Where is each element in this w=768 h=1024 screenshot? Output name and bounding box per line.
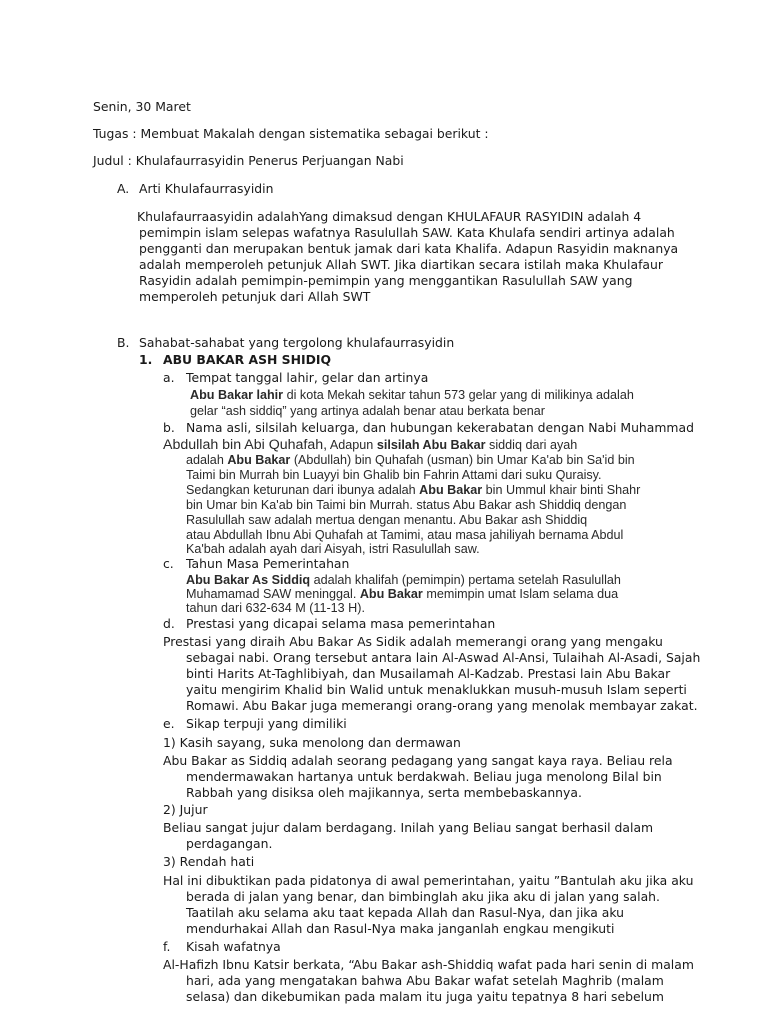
- subitem-d-line: Prestasi yang diraih Abu Bakar As Sidik adalah memerangi orang yang mengaku: [163, 634, 663, 649]
- trait-3-line: mendurhakai Allah dan Rasul-Nya maka janganlah engkau mengikuti: [186, 921, 615, 936]
- subitem-f-heading: Kisah wafatnya: [186, 939, 281, 954]
- subitem-b-line: bin Umar bin Ka'ab bin Taimi bin Murrah. status Abu Bakar ash Shiddiq dengan: [186, 498, 627, 512]
- body-text: adalah: [186, 453, 228, 467]
- subitem-f-line: hari, ada yang mengatakan bahwa Abu Bakar wafat setelah Maghrib (malam: [186, 973, 664, 988]
- subitem-e-heading: Sikap terpuji yang dimiliki: [186, 716, 347, 731]
- trait-3-line: Taatilah aku selama aku taat kepada Allah dan Rasul-Nya, dan jika aku: [186, 905, 625, 920]
- body-text: Sedangkan keturunan dari ibunya adalah: [186, 483, 420, 497]
- subitem-b-line: Rasulullah saw adalah mertua dengan menantu. Abu Bakar ash Shiddiq: [186, 513, 588, 527]
- trait-1-line: mendermawakan hartanya untuk berdakwah. Beliau juga menolong Bilal bin: [186, 769, 662, 784]
- subitem-c-line: tahun dari 632-634 M (11-13 H).: [186, 601, 365, 615]
- body-text: bin Ummul khair binti Shahr: [482, 483, 641, 497]
- section-a-heading: Arti Khulafaurrasyidin: [139, 181, 274, 196]
- subitem-c-heading: Tahun Masa Pemerintahan: [186, 556, 350, 571]
- subitem-a-marker: a.: [163, 370, 175, 385]
- subitem-e-marker: e.: [163, 716, 175, 731]
- subitem-d-line: yaitu mengirim Khalid bin Walid untuk menaklukkan musuh-musuh Islam seperti: [186, 682, 687, 697]
- section-a-line: pengganti dan merupakan bentuk jamak dari kata Khalifa. Adapun Rasyidin maknanya: [139, 241, 679, 256]
- subitem-d-marker: d.: [163, 616, 175, 631]
- subitem-c-marker: c.: [163, 556, 174, 571]
- trait-2-line: Beliau sangat jujur dalam berdagang. Inilah yang Beliau sangat berhasil dalam: [163, 820, 654, 835]
- subitem-d-line: Romawi. Abu Bakar juga memerangi orang-orang yang menolak membayar zakat.: [186, 698, 698, 713]
- bold-text: Abu Bakar: [419, 483, 483, 497]
- trait-3-line: berada di jalan yang benar, dan bimbinglah aku jika aku di jalan yang salah.: [186, 889, 660, 904]
- subitem-f-line: Al-Hafizh Ibnu Katsir berkata, “Abu Bakar ash-Shiddiq wafat pada hari senin di malam: [163, 957, 694, 972]
- subitem-b-line: [186, 452, 635, 468]
- section-a-line: pemimpin islam selepas wafatnya Rasulullah SAW. Kata Khulafa sendiri artinya adalah: [139, 225, 675, 240]
- trait-1-line: Abu Bakar as Siddiq adalah seorang pedagang yang sangat kaya raya. Beliau rela: [163, 753, 673, 768]
- subitem-b-heading: Nama asli, silsilah keluarga, dan hubungan kekerabatan dengan Nabi Muhammad: [186, 420, 694, 435]
- item-1-heading: ABU BAKAR ASH SHIDIQ: [163, 352, 332, 367]
- body-text: di kota Mekah sekitar tahun 573 gelar yang di milikinya adalah: [283, 388, 634, 402]
- subitem-a-heading: Tempat tanggal lahir, gelar dan artinya: [186, 370, 429, 385]
- section-a-marker: A.: [117, 181, 130, 196]
- trait-2-line: perdagangan.: [186, 836, 273, 851]
- subitem-d-line: sebagai nabi. Orang tersebut antara lain Al-Aswad Al-Ansi, Tulaihah Al-Asadi, Sajah: [186, 650, 701, 665]
- subitem-b-line: Taimi bin Murrah bin Luayyi bin Ghalib bin Fahrin Attami dari suku Quraisy.: [186, 468, 602, 482]
- subitem-b-line: atau Abdullah Ibnu Abi Quhafah at Tamimi, atau masa jahiliyah bernama Abdul: [186, 528, 624, 542]
- trait-1-line: Rabbah yang disiksa oleh majikannya, serta membebaskannya.: [186, 785, 582, 800]
- body-text: (Abdullah) bin Quhafah (usman) bin Umar Ka'ab bin Sa'id bin: [290, 453, 635, 467]
- trait-3-line: Hal ini dibuktikan pada pidatonya di awal pemerintahan, yaitu ”Bantulah aku jika aku: [163, 873, 694, 888]
- subitem-f-line: selasa) dan dikebumikan pada malam itu juga yaitu tepatnya 8 hari sebelum: [186, 989, 664, 1004]
- section-a-line: adalah memperoleh petunjuk Allah SWT. Jika diartikan secara istilah maka Khulafaur: [139, 257, 663, 272]
- item-1-marker: 1.: [139, 352, 153, 367]
- body-text: siddiq dari ayah: [485, 438, 578, 452]
- subitem-f-marker: f.: [163, 939, 171, 954]
- body-text: memimpin umat Islam selama dua: [422, 587, 619, 601]
- task-line: Tugas : Membuat Makalah dengan sistematika sebagai berikut :: [93, 126, 489, 141]
- section-a-line: memperoleh petunjuk dari Allah SWT: [139, 289, 371, 304]
- subitem-d-heading: Prestasi yang dicapai selama masa pemerintahan: [186, 616, 496, 631]
- body-text: adalah khalifah (pemimpin) pertama setelah Rasulullah: [310, 573, 621, 587]
- section-a-line: Khulafaurraasyidin adalahYang dimaksud dengan KHULAFAUR RASYIDIN adalah 4: [137, 209, 642, 224]
- subitem-b-line: [186, 482, 640, 498]
- document-title: Judul : Khulafaurrasyidin Penerus Perjuangan Nabi: [93, 153, 404, 168]
- bold-text: Abu Bakar: [359, 587, 423, 601]
- subitem-b-line: [163, 437, 577, 453]
- section-b-marker: B.: [117, 335, 130, 350]
- bold-text: Abu Bakar: [227, 453, 291, 467]
- body-text: Muhamamad SAW meninggal.: [186, 587, 360, 601]
- bold-text: silsilah Abu Bakar: [376, 438, 486, 452]
- document-date: Senin, 30 Maret: [93, 99, 191, 114]
- body-text: Adapun: [327, 438, 377, 452]
- subitem-a-line: [190, 387, 634, 403]
- subitem-b-line: Ka'bah adalah ayah dari Aisyah, istri Rasulullah saw.: [186, 542, 480, 556]
- trait-1-title: 1) Kasih sayang, suka menolong dan dermawan: [163, 735, 461, 750]
- trait-3-title: 3) Rendah hati: [163, 854, 255, 869]
- bold-text: Abu Bakar lahir: [190, 388, 284, 402]
- bold-text: Abu Bakar As Siddiq: [186, 573, 311, 587]
- section-b-heading: Sahabat-sahabat yang tergolong khulafaurrasyidin: [139, 335, 455, 350]
- subitem-b-marker: b.: [163, 420, 175, 435]
- subitem-a-line: gelar “ash siddiq” yang artinya adalah benar atau berkata benar: [190, 404, 545, 418]
- section-a-line: Rasyidin adalah pemimpin-pemimpin yang menggantikan Rasulullah SAW yang: [139, 273, 633, 288]
- large-text: Abdullah bin Abi Quhafah,: [163, 437, 328, 453]
- subitem-d-line: binti Harits At-Taghlibiyah, dan Musailamah Al-Kadzab. Prestasi lain Abu Bakar: [186, 666, 671, 681]
- trait-2-title: 2) Jujur: [163, 802, 208, 817]
